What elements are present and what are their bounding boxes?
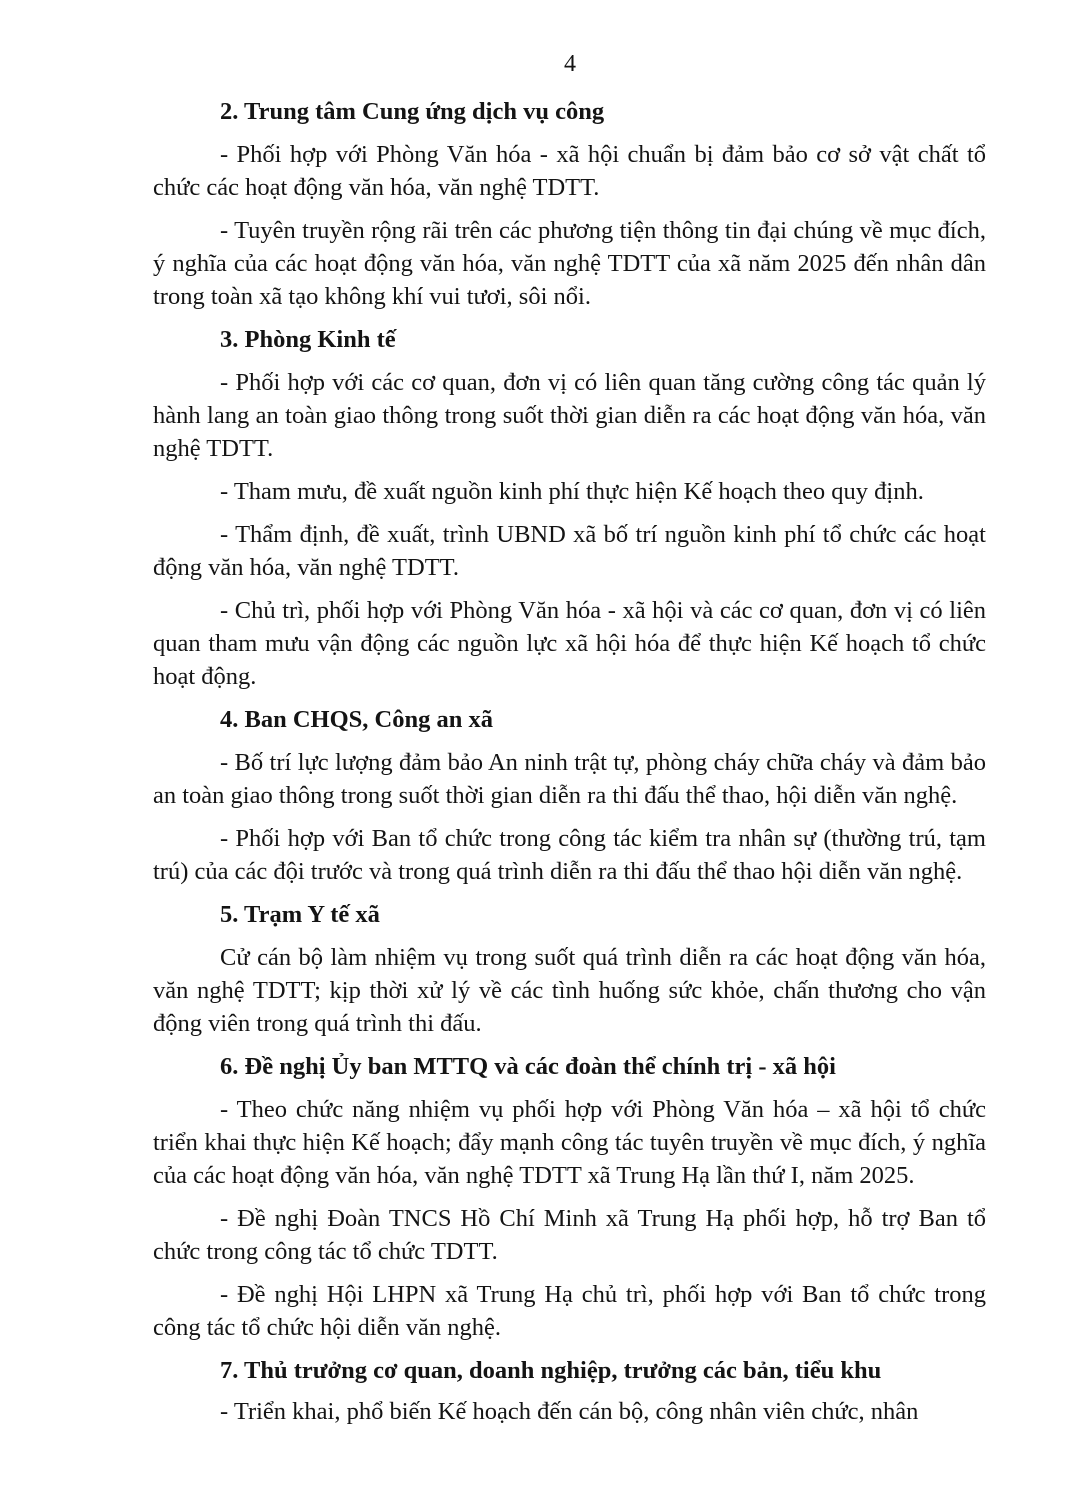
document-body xyxy=(153,95,986,1438)
paragraph: - Phối hợp với Ban tổ chức trong công tác kiểm tra nhân sự (thường trú, tạm trú) của các đội trước và trong quá trình diễn ra thi đấu thể thao hội diễn văn nghệ. xyxy=(153,825,986,885)
paragraph: - Đề nghị Hội LHPN xã Trung Hạ chủ trì, phối hợp với Ban tổ chức trong công tác tổ chức hội diễn văn nghệ. xyxy=(153,1281,986,1341)
section-heading-6: 6. Đề nghị Ủy ban MTTQ và các đoàn thể chính trị - xã hội xyxy=(220,1053,836,1080)
paragraph: - Bố trí lực lượng đảm bảo An ninh trật tự, phòng cháy chữa cháy và đảm bảo an toàn giao thông trong suốt thời gian diễn ra thi đấu thể thao, hội diễn văn nghệ. xyxy=(153,749,986,809)
paragraph: - Phối hợp với các cơ quan, đơn vị có liên quan tăng cường công tác quản lý hành lang an toàn giao thông trong suốt thời gian diễn ra các hoạt động văn hóa, văn nghệ TDTT. xyxy=(153,369,986,462)
paragraph: - Tuyên truyền rộng rãi trên các phương tiện thông tin đại chúng về mục đích, ý nghĩa của các hoạt động văn hóa, văn nghệ TDTT của xã năm 2025 đến nhân dân trong toàn xã tạo không khí vui tươi, sôi nổi. xyxy=(153,217,986,310)
paragraph: - Triển khai, phổ biến Kế hoạch đến cán bộ, công nhân viên chức, nhân xyxy=(220,1398,919,1425)
section-heading-4: 4. Ban CHQS, Công an xã xyxy=(220,706,493,733)
paragraph: Cử cán bộ làm nhiệm vụ trong suốt quá trình diễn ra các hoạt động văn hóa, văn nghệ TDTT; kịp thời xử lý về các tình huống sức khỏe, chấn thương cho vận động viên trong quá trình thi đấu. xyxy=(153,944,986,1037)
section-heading-3: 3. Phòng Kinh tế xyxy=(220,326,396,353)
section-heading-5: 5. Trạm Y tế xã xyxy=(220,901,380,928)
section-heading-2: 2. Trung tâm Cung ứng dịch vụ công xyxy=(220,98,605,125)
paragraph: - Phối hợp với Phòng Văn hóa - xã hội chuẩn bị đảm bảo cơ sở vật chất tổ chức các hoạt động văn hóa, văn nghệ TDTT. xyxy=(153,141,986,201)
section-heading-7: 7. Thủ trưởng cơ quan, doanh nghiệp, trưởng các bản, tiểu khu xyxy=(220,1357,882,1384)
page-number: 4 xyxy=(564,51,576,77)
paragraph: - Đề nghị Đoàn TNCS Hồ Chí Minh xã Trung Hạ phối hợp, hỗ trợ Ban tổ chức trong công tác tổ chức TDTT. xyxy=(153,1205,986,1265)
paragraph: - Theo chức năng nhiệm vụ phối hợp với Phòng Văn hóa – xã hội tổ chức triển khai thực hiện Kế hoạch; đẩy mạnh công tác tuyên truyền về mục đích, ý nghĩa của các hoạt động văn hóa, văn nghệ TDTT xã Trung Hạ lần thứ I, năm 2025. xyxy=(153,1096,986,1189)
paragraph: - Tham mưu, đề xuất nguồn kinh phí thực hiện Kế hoạch theo quy định. xyxy=(220,478,924,505)
paragraph: - Chủ trì, phối hợp với Phòng Văn hóa - xã hội và các cơ quan, đơn vị có liên quan tham mưu vận động các nguồn lực xã hội hóa để thực hiện Kế hoạch tổ chức hoạt động. xyxy=(153,597,986,690)
paragraph: - Thẩm định, đề xuất, trình UBND xã bố trí nguồn kinh phí tổ chức các hoạt động văn hóa, văn nghệ TDTT. xyxy=(153,521,986,581)
